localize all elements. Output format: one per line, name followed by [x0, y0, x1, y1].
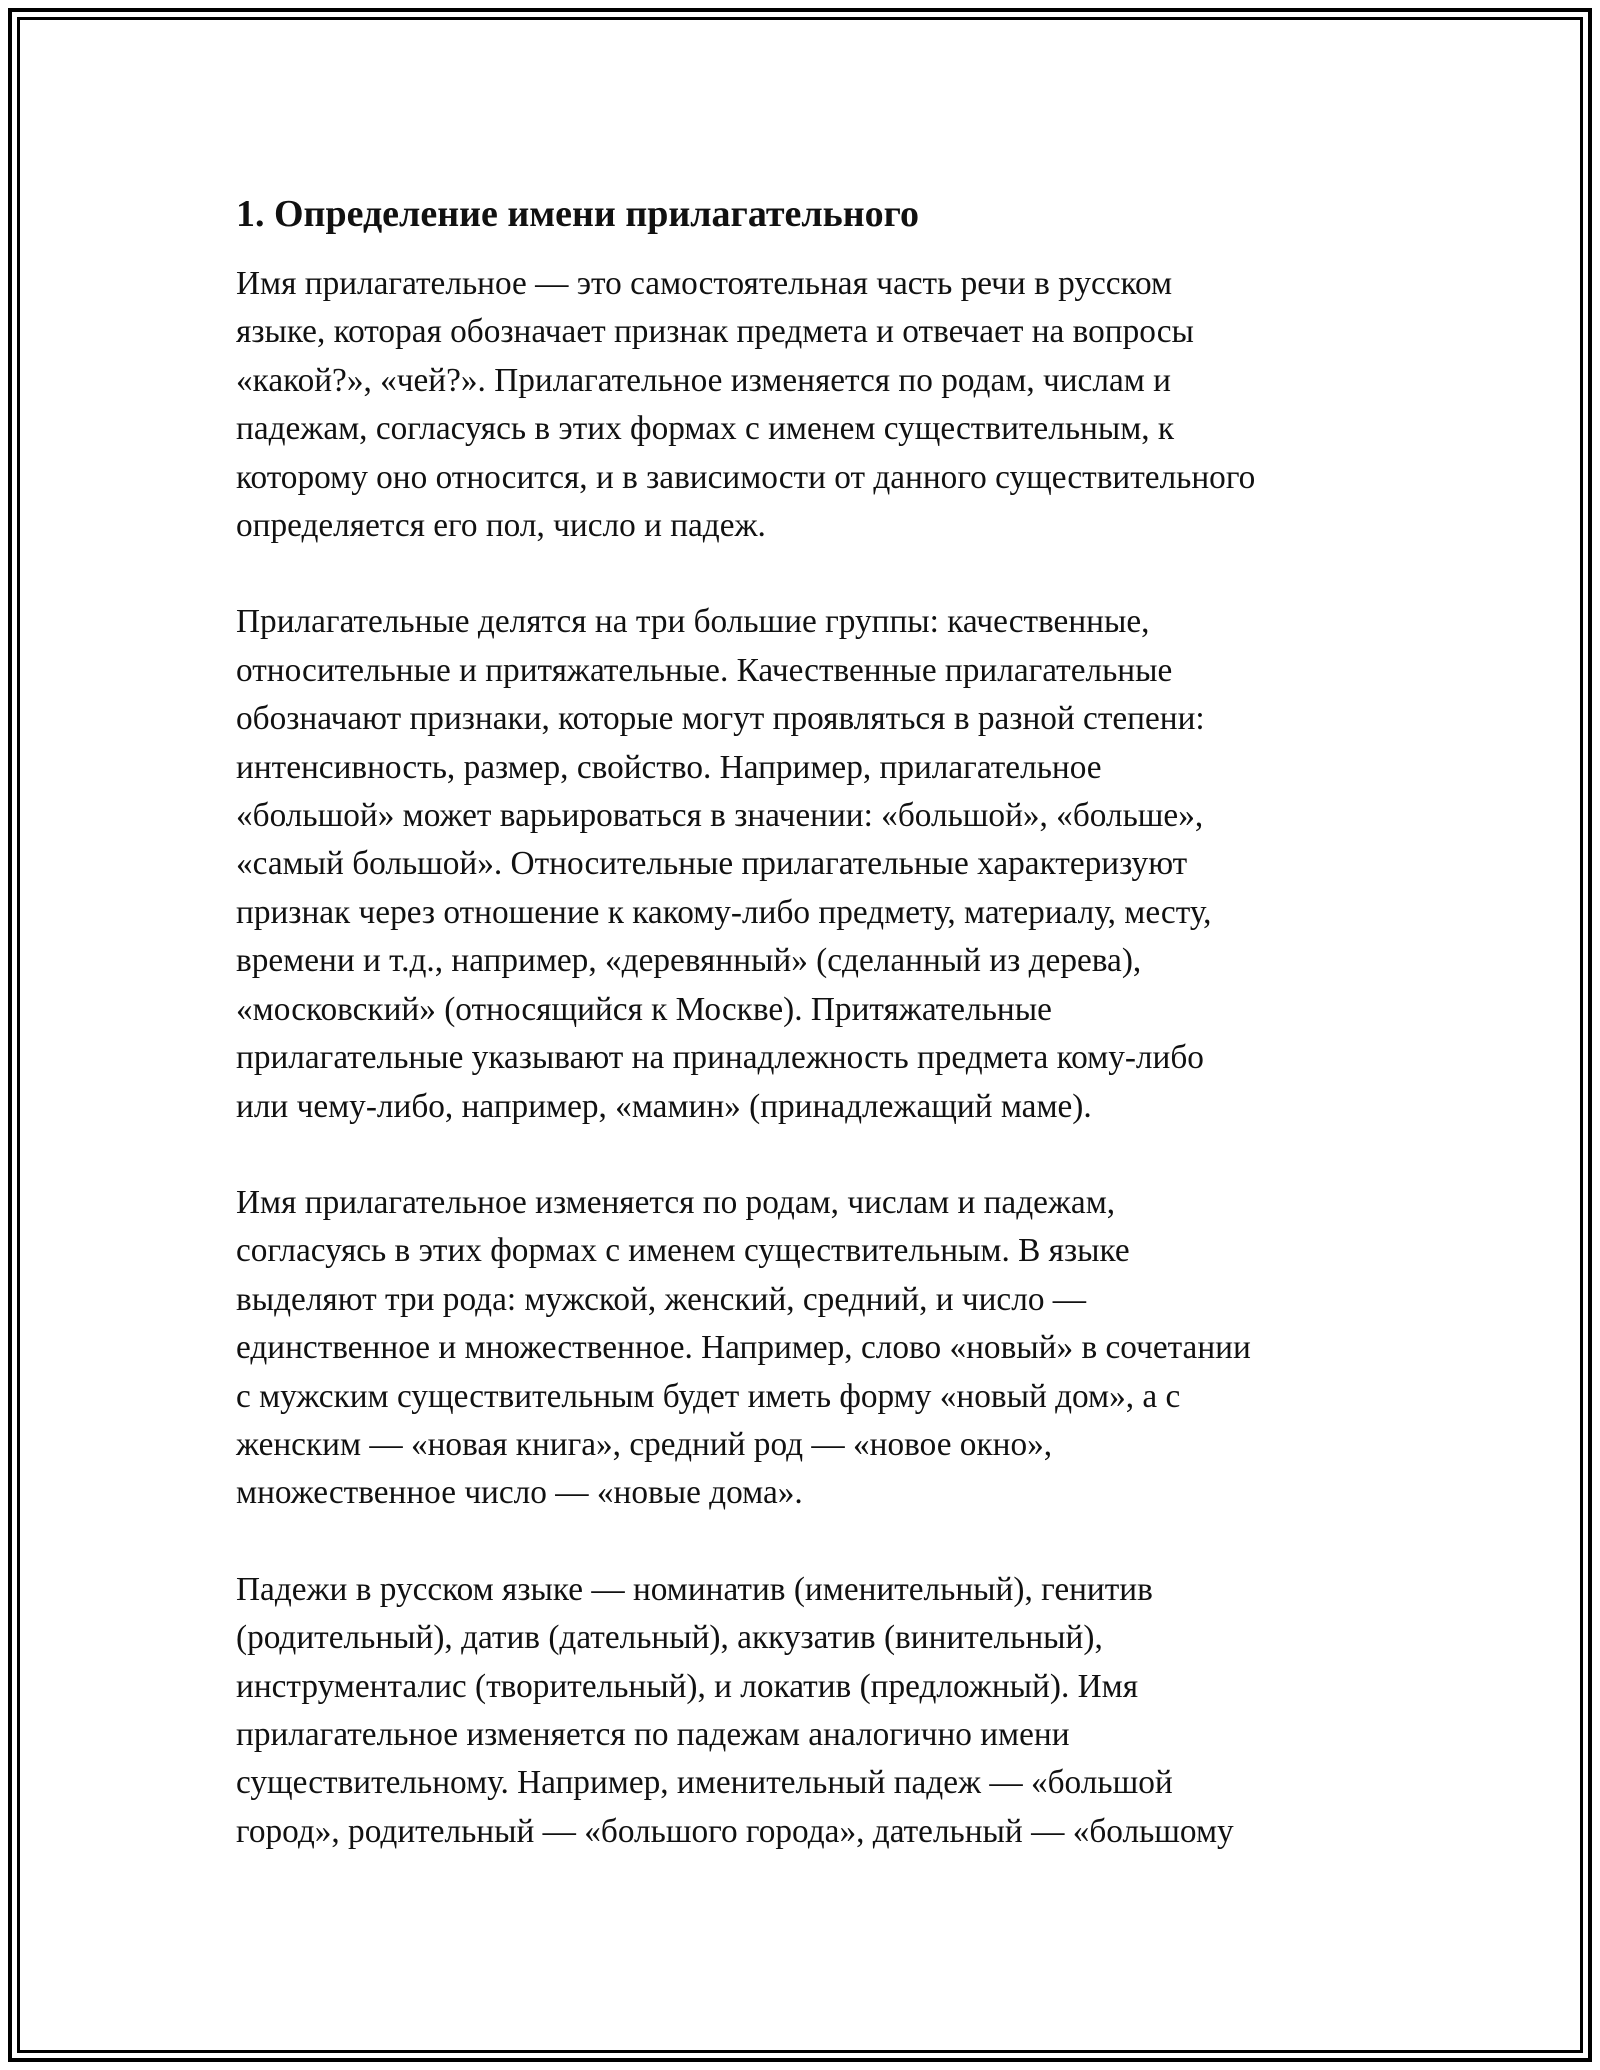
text-line: «большой» может варьироваться в значении: «большой», «больше», [236, 797, 1204, 835]
text-line: определяется его пол, число и падеж. [236, 507, 766, 545]
text-line: времени и т.д., например, «деревянный» (сделанный из дерева), [236, 942, 1142, 980]
text-line: «какой?», «чей?». Прилагательное изменяется по родам, числам и [236, 361, 1171, 399]
paragraph [236, 1179, 1386, 1518]
text-line: выделяют три рода: мужской, женский, средний, и число — [236, 1280, 1087, 1318]
text-line: прилагательные указывают на принадлежность предмета кому-либо [236, 1039, 1204, 1077]
text-line: признак через отношение к какому-либо предмету, материалу, месту, [236, 893, 1212, 931]
text-line: с мужским существительным будет иметь форму «новый дом», а с [236, 1377, 1181, 1415]
document-body [236, 190, 1386, 1904]
section-title: 1. Определение имени прилагательного [236, 193, 919, 235]
text-line: Имя прилагательное — это самостоятельная часть речи в русском [236, 265, 1173, 302]
text-line: существительному. Например, именительный падеж — «большой [236, 1764, 1173, 1802]
text-line: которому оно относится, и в зависимости от данного существительного [236, 458, 1256, 496]
text-line: обозначают признаки, которые могут проявляться в разной степени: [236, 700, 1205, 738]
text-line: «московский» (относящийся к Москве). Притяжательные [236, 990, 1052, 1028]
text-line: инструменталис (творительный), и локатив (предложный). Имя [236, 1667, 1139, 1705]
text-line: или чему-либо, например, «мамин» (принадлежащий маме). [236, 1087, 1092, 1125]
text-line: Прилагательные делятся на три большие группы: качественные, [236, 603, 1150, 641]
text-line: согласуясь в этих формах с именем существительным. В языке [236, 1232, 1130, 1270]
paragraphs-container [236, 260, 1386, 1856]
paragraph [236, 260, 1386, 550]
text-line: множественное число — «новые дома». [236, 1474, 803, 1512]
text-line: город», родительный — «большого города», дательный — «большому [236, 1812, 1234, 1850]
paragraph [236, 598, 1386, 1130]
text-line: Имя прилагательное изменяется по родам, числам и падежам, [236, 1183, 1116, 1221]
text-line: прилагательное изменяется по падежам аналогично имени [236, 1715, 1070, 1753]
paragraph [236, 1566, 1386, 1856]
text-line: относительные и притяжательные. Качественные прилагательные [236, 651, 1173, 689]
text-line: интенсивность, размер, свойство. Например, прилагательное [236, 748, 1102, 786]
text-line: «самый большой». Относительные прилагательные характеризуют [236, 845, 1188, 883]
text-line: языке, которая обозначает признак предмета и отвечает на вопросы [236, 313, 1194, 351]
text-line: Падежи в русском языке — номинатив (именительный), генитив [236, 1570, 1153, 1608]
text-line: (родительный), датив (дательный), аккузатив (винительный), [236, 1619, 1103, 1657]
text-line: падежам, согласуясь в этих формах с именем существительным, к [236, 410, 1175, 448]
text-line: единственное и множественное. Например, слово «новый» в сочетании [236, 1329, 1251, 1367]
text-line: женским — «новая книга», средний род — «новое окно», [236, 1425, 1053, 1463]
